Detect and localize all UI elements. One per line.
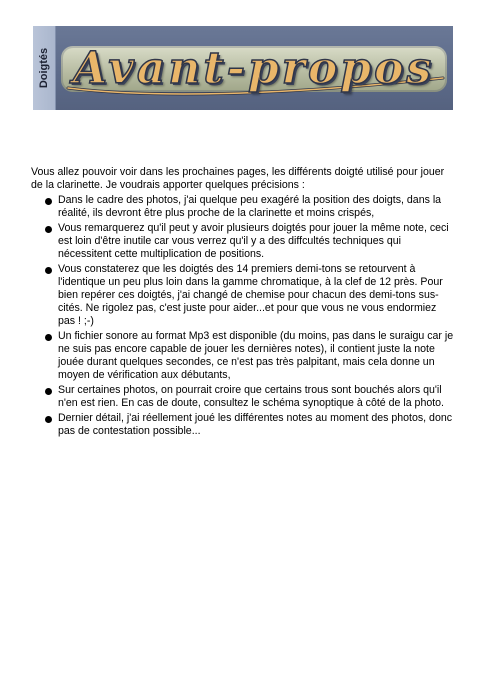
- list-item-text: Vous remarquerez qu'il peut y avoir plusieurs doigtés pour jouer la même note, ceci est loin d'être inutile car vous verrez qu'il y a des diffcultés techniques qui nécessitent cette multiplication de positions.: [58, 222, 449, 260]
- list-item-text: Sur certaines photos, on pourrait croire que certains trous sont bouchés alors qu'il n'en est rien. En cas de doute, consultez le schéma synoptique à côté de la photo.: [58, 384, 444, 409]
- bullet-icon: [45, 388, 52, 395]
- list-item: [31, 330, 456, 382]
- intro-paragraph: Vous allez pouvoir voir dans les prochaines pages, les différents doigté utilisé pour jouer de la clarinette. Je voudrais apporter quelques précisions :: [31, 166, 445, 191]
- page-title: Avant-propos: [73, 43, 435, 94]
- header-banner: [33, 26, 453, 110]
- list-item: [31, 222, 456, 261]
- list-item: [31, 194, 456, 220]
- section-tab: [33, 26, 56, 110]
- list-item: [31, 412, 456, 438]
- list-item-text: Vous constaterez que les doigtés des 14 premiers demi-tons se retourvent à l'identique un peu plus loin dans la gamme chromatique, à la clef de 12 près. Pour bien repérer ces doigtés, j'ai changé de chemise pour chacun des demi-tons sus-cités. Ne rigolez pas, c'est juste pour aider...et pour que vous ne vous endormiez pas ! ;-): [58, 263, 443, 327]
- bullet-icon: [45, 416, 52, 423]
- list-item-text: Un fichier sonore au format Mp3 est disponible (du moins, pas dans le suraigu car je ne suis pas encore capable de jouer les dernières notes), il contient juste la note jouée durant quelques secondes, ce n'est pas très palpitant, mais cela donne un moyen de vérification aux débutants,: [58, 330, 454, 381]
- bullet-icon: [45, 334, 52, 341]
- bullet-icon: [45, 267, 52, 274]
- points-list: [31, 194, 456, 438]
- bullet-icon: [45, 198, 52, 205]
- bullet-icon: [45, 226, 52, 233]
- list-item: [31, 384, 456, 410]
- section-label: Doigtés: [38, 47, 50, 89]
- list-item-text: Dans le cadre des photos, j'ai quelque peu exagéré la position des doigts, dans la réalité, ils devront être plus proche de la clarinette et moins crispés,: [58, 194, 442, 219]
- main-content: [31, 166, 456, 440]
- list-item-text: Dernier détail, j'ai réellement joué les différentes notes au moment des photos, donc pas de contestation possible...: [58, 412, 453, 437]
- list-item: [31, 263, 456, 328]
